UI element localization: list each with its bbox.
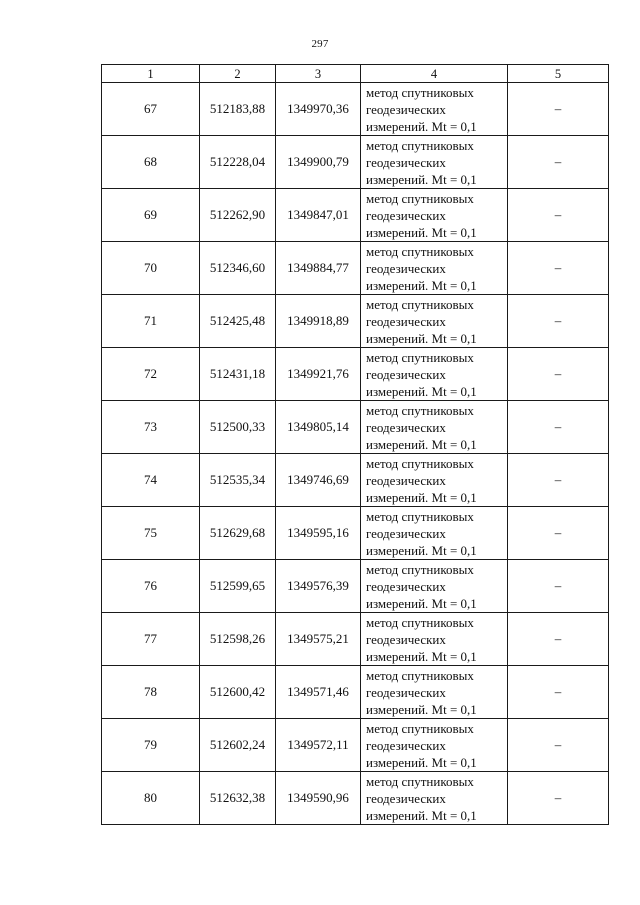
point-number-cell: 68 [102, 136, 200, 189]
y-coordinate-cell: 1349921,76 [276, 348, 361, 401]
table-row [102, 401, 609, 454]
table-row [102, 560, 609, 613]
method-cell [361, 83, 508, 136]
method-line: метод спутниковых [366, 349, 474, 365]
method-line: измерений. Mt = 0,1 [366, 489, 477, 505]
method-line: измерений. Mt = 0,1 [366, 648, 477, 664]
x-coordinate-cell: 512598,26 [200, 613, 276, 666]
y-coordinate-cell: 1349805,14 [276, 401, 361, 454]
note-cell: – [508, 454, 609, 507]
method-cell [361, 401, 508, 454]
y-coordinate-cell: 1349970,36 [276, 83, 361, 136]
method-line: измерений. Mt = 0,1 [366, 277, 477, 293]
method-line: геодезических [366, 737, 446, 753]
y-coordinate-cell: 1349572,11 [276, 719, 361, 772]
method-line: геодезических [366, 631, 446, 647]
method-line: геодезических [366, 313, 446, 329]
method-cell [361, 666, 508, 719]
method-line: геодезических [366, 101, 446, 117]
method-line: метод спутниковых [366, 190, 474, 206]
method-line: метод спутниковых [366, 773, 474, 789]
table-row [102, 613, 609, 666]
method-line: геодезических [366, 260, 446, 276]
method-cell [361, 348, 508, 401]
method-line: метод спутниковых [366, 402, 474, 418]
method-line: метод спутниковых [366, 614, 474, 630]
method-line: геодезических [366, 419, 446, 435]
page-number: 297 [311, 38, 329, 50]
method-cell [361, 189, 508, 242]
note-cell: – [508, 83, 609, 136]
method-line: измерений. Mt = 0,1 [366, 383, 477, 399]
method-line: измерений. Mt = 0,1 [366, 436, 477, 452]
x-coordinate-cell: 512599,65 [200, 560, 276, 613]
method-line: измерений. Mt = 0,1 [366, 701, 477, 717]
method-line: измерений. Mt = 0,1 [366, 807, 477, 823]
method-line: геодезических [366, 684, 446, 700]
x-coordinate-cell: 512629,68 [200, 507, 276, 560]
y-coordinate-cell: 1349746,69 [276, 454, 361, 507]
method-line: метод спутниковых [366, 84, 474, 100]
column-header-1: 1 [102, 65, 200, 83]
note-cell: – [508, 348, 609, 401]
y-coordinate-cell: 1349595,16 [276, 507, 361, 560]
y-coordinate-cell: 1349918,89 [276, 295, 361, 348]
point-number-cell: 69 [102, 189, 200, 242]
point-number-cell: 72 [102, 348, 200, 401]
method-line: геодезических [366, 207, 446, 223]
method-cell [361, 242, 508, 295]
method-line: геодезических [366, 154, 446, 170]
method-line: метод спутниковых [366, 137, 474, 153]
point-number-cell: 76 [102, 560, 200, 613]
method-line: измерений. Mt = 0,1 [366, 118, 477, 134]
method-line: измерений. Mt = 0,1 [366, 595, 477, 611]
x-coordinate-cell: 512600,42 [200, 666, 276, 719]
method-line: метод спутниковых [366, 243, 474, 259]
coordinates-table [101, 64, 609, 825]
method-line: метод спутниковых [366, 561, 474, 577]
method-cell [361, 613, 508, 666]
method-line: метод спутниковых [366, 667, 474, 683]
method-line: измерений. Mt = 0,1 [366, 542, 477, 558]
note-cell: – [508, 295, 609, 348]
column-header-4: 4 [361, 65, 508, 83]
method-line: метод спутниковых [366, 720, 474, 736]
note-cell: – [508, 719, 609, 772]
table-row [102, 295, 609, 348]
note-cell: – [508, 613, 609, 666]
method-cell [361, 560, 508, 613]
point-number-cell: 71 [102, 295, 200, 348]
point-number-cell: 80 [102, 772, 200, 825]
y-coordinate-cell: 1349847,01 [276, 189, 361, 242]
note-cell: – [508, 772, 609, 825]
note-cell: – [508, 242, 609, 295]
x-coordinate-cell: 512632,38 [200, 772, 276, 825]
method-line: метод спутниковых [366, 296, 474, 312]
table-row [102, 719, 609, 772]
table-row [102, 454, 609, 507]
method-cell [361, 772, 508, 825]
y-coordinate-cell: 1349900,79 [276, 136, 361, 189]
point-number-cell: 79 [102, 719, 200, 772]
point-number-cell: 77 [102, 613, 200, 666]
x-coordinate-cell: 512346,60 [200, 242, 276, 295]
y-coordinate-cell: 1349575,21 [276, 613, 361, 666]
x-coordinate-cell: 512183,88 [200, 83, 276, 136]
note-cell: – [508, 560, 609, 613]
point-number-cell: 73 [102, 401, 200, 454]
note-cell: – [508, 136, 609, 189]
method-cell [361, 295, 508, 348]
x-coordinate-cell: 512431,18 [200, 348, 276, 401]
x-coordinate-cell: 512500,33 [200, 401, 276, 454]
method-line: геодезических [366, 472, 446, 488]
x-coordinate-cell: 512535,34 [200, 454, 276, 507]
method-cell [361, 136, 508, 189]
table-row [102, 772, 609, 825]
method-line: измерений. Mt = 0,1 [366, 754, 477, 770]
method-line: геодезических [366, 578, 446, 594]
x-coordinate-cell: 512602,24 [200, 719, 276, 772]
method-cell [361, 719, 508, 772]
table-row [102, 348, 609, 401]
method-line: измерений. Mt = 0,1 [366, 224, 477, 240]
x-coordinate-cell: 512425,48 [200, 295, 276, 348]
point-number-cell: 67 [102, 83, 200, 136]
y-coordinate-cell: 1349576,39 [276, 560, 361, 613]
method-line: метод спутниковых [366, 508, 474, 524]
method-cell [361, 454, 508, 507]
method-line: метод спутниковых [366, 455, 474, 471]
point-number-cell: 74 [102, 454, 200, 507]
point-number-cell: 70 [102, 242, 200, 295]
table-row [102, 83, 609, 136]
y-coordinate-cell: 1349590,96 [276, 772, 361, 825]
x-coordinate-cell: 512228,04 [200, 136, 276, 189]
table-header-row [102, 65, 609, 83]
y-coordinate-cell: 1349571,46 [276, 666, 361, 719]
column-header-5: 5 [508, 65, 609, 83]
note-cell: – [508, 401, 609, 454]
method-cell [361, 507, 508, 560]
table-row [102, 666, 609, 719]
method-line: геодезических [366, 366, 446, 382]
x-coordinate-cell: 512262,90 [200, 189, 276, 242]
point-number-cell: 78 [102, 666, 200, 719]
table-row [102, 242, 609, 295]
point-number-cell: 75 [102, 507, 200, 560]
note-cell: – [508, 507, 609, 560]
y-coordinate-cell: 1349884,77 [276, 242, 361, 295]
method-line: измерений. Mt = 0,1 [366, 171, 477, 187]
column-header-2: 2 [200, 65, 276, 83]
table-row [102, 189, 609, 242]
method-line: измерений. Mt = 0,1 [366, 330, 477, 346]
method-line: геодезических [366, 525, 446, 541]
note-cell: – [508, 666, 609, 719]
table-body [102, 83, 609, 825]
table-row [102, 507, 609, 560]
table-row [102, 136, 609, 189]
method-line: геодезических [366, 790, 446, 806]
note-cell: – [508, 189, 609, 242]
column-header-3: 3 [276, 65, 361, 83]
